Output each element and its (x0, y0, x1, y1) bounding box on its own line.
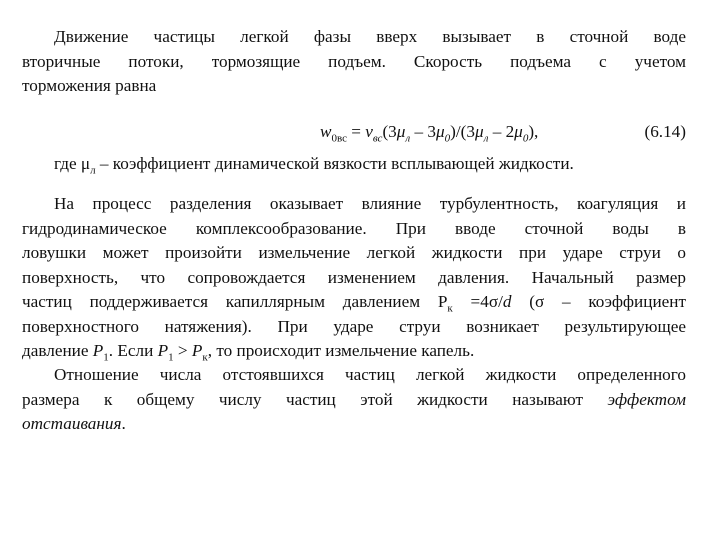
text-line: поверхностного натяжения). При ударе струи возникает результирующее (22, 316, 686, 336)
text-line: частиц поддерживается капиллярным давлением $Р_к =4\sigma/d$ (σ – коэффициент (22, 292, 686, 315)
equation-expression: $w_{0вс} = v_{вс}(3\mu_л - 3\mu_0)/(3\mu_л - 2\mu_0)$, (320, 122, 539, 145)
paragraph-intro (22, 25, 686, 99)
paragraph-separation (22, 192, 686, 364)
text-line: торможения равна (22, 76, 157, 95)
paragraph-settling-effect (22, 363, 686, 437)
text-line: давление $P_1$. Если $P_1 > P_к$, то происходит измельчение капель. (22, 341, 475, 364)
text-line: ловушки может произойти измельчение легкой жидкости при ударе струи о (22, 243, 686, 262)
text-line: На процесс разделения оказывает влияние турбулентность, коагуляция и (54, 194, 686, 213)
text-line: Отношение числа отстоявшихся частиц легкой жидкости определенного (54, 365, 686, 384)
text-line: поверхность, что сопровождается изменением давления. Начальный размер (22, 267, 686, 287)
text-line: где $\mu_л$ – коэффициент динамической вязкости всплывающей жидкости. (54, 154, 574, 177)
text-line: размера к общему числу частиц этой жидкости называют эффектом (22, 389, 686, 409)
text-line: вторичные потоки, тормозящие подъем. Скорость подъема с учетом (22, 51, 686, 71)
text-line: гидродинамическое комплексообразование. При вводе сточной воды в (22, 218, 686, 238)
definition-line (22, 152, 686, 177)
text-line: Движение частицы легкой фазы вверх вызывает в сточной воде (54, 27, 686, 46)
equation-number: (6.14) (644, 122, 686, 141)
text-line: отстаивания. (22, 414, 126, 433)
